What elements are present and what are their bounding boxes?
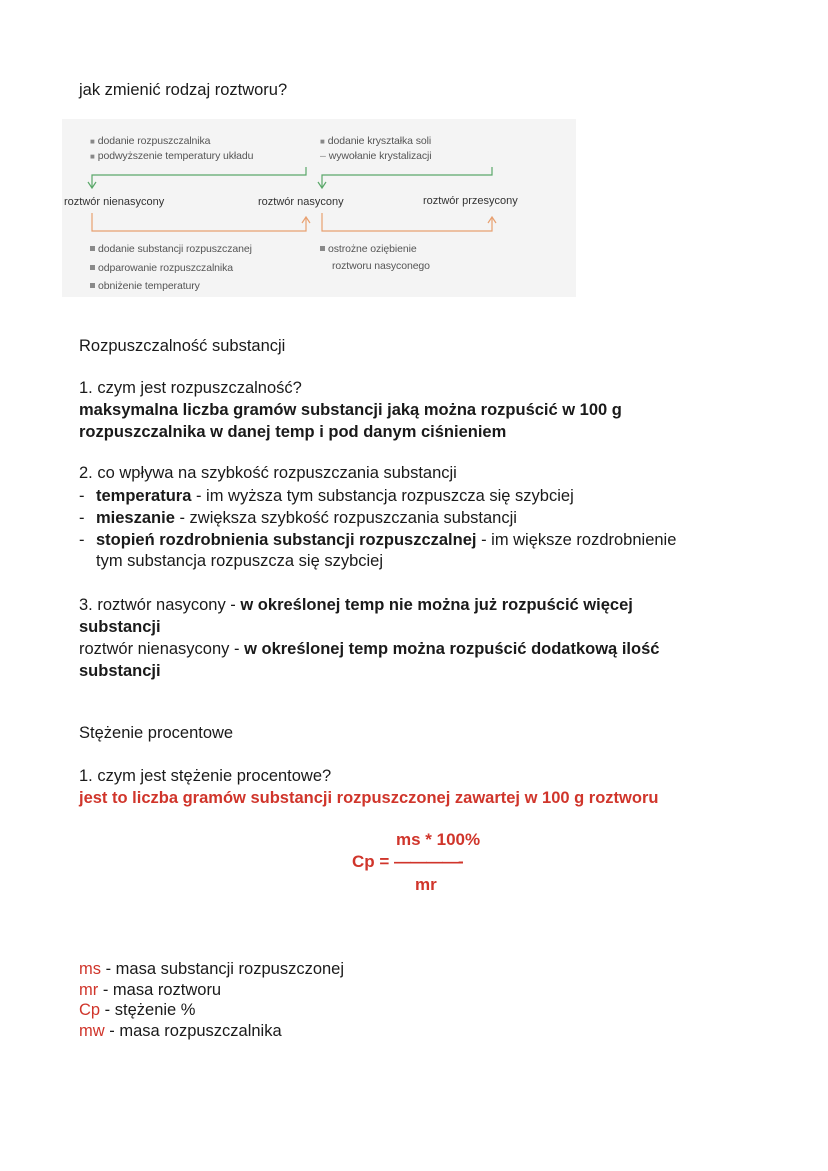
diagram-top-left-2: ■ podwyższenie temperatury układu [90,150,254,162]
formula-lhs: Cp = [352,852,395,871]
solution-type-diagram [62,119,576,297]
diagram-top-right-2: – wywołanie krystalizacji [320,150,432,162]
solubility-question-1: 1. czym jest rozpuszczalność? [79,379,302,397]
green-arrow-left [92,167,306,187]
legend-mr: mr - masa roztworu [79,981,222,999]
formula-main [352,851,463,873]
factor-mixing: - mieszanie - zwiększa szybkość rozpuszczania substancji [79,509,517,527]
formula-denominator: mr [415,875,437,894]
legend-ms: ms - masa substancji rozpuszczonej [79,960,345,978]
legend-mw: mw - masa rozpuszczalnika [79,1022,282,1040]
diagram-bottom-left-1: dodanie substancji rozpuszczanej [90,243,252,256]
diagram-top-right-1: ■ dodanie kryształka soli [320,135,432,147]
diagram-top-left-1: ■ dodanie rozpuszczalnika [90,135,211,147]
formula-fraction-bar: ————- [394,852,463,871]
state-unsaturated: roztwór nienasycony [64,196,165,208]
legend-cp: Cp - stężenie % [79,1001,196,1019]
diagram-bottom-right-2: roztworu nasyconego [332,260,430,272]
heading-change-solution: jak zmienić rodzaj roztworu? [79,81,288,99]
unsaturated-definition: roztwór nienasycony - w określonej temp można rozpuścić dodatkową ilość [79,640,660,658]
saturated-definition: 3. roztwór nasycony - w określonej temp nie można już rozpuścić więcej [79,596,633,614]
concentration-answer-1: jest to liczba gramów substancji rozpuszczonej zawartej w 100 g roztworu [79,789,659,807]
solubility-answer-1-line2: rozpuszczalnika w danej temp i pod danym ciśnieniem [79,423,507,441]
factor-fragmentation: - stopień rozdrobnienia substancji rozpuszczalnej - im większe rozdrobnienie [79,531,677,549]
factor-temperature: - temperatura - im wyższa tym substancja rozpuszcza się szybciej [79,487,574,505]
state-supersaturated: roztwór przesycony [423,195,518,207]
saturated-definition-cont: substancji [79,618,161,636]
orange-arrow-right [322,213,492,231]
diagram-bottom-right-1: ostrożne oziębienie [320,243,417,256]
concentration-question-1: 1. czym jest stężenie procentowe? [79,767,332,785]
green-arrow-right [322,167,492,187]
section-solubility-title: Rozpuszczalność substancji [79,337,286,355]
section-concentration-title: Stężenie procentowe [79,724,234,742]
solubility-question-2: 2. co wpływa na szybkość rozpuszczania substancji [79,464,457,482]
diagram-bottom-left-2: odparowanie rozpuszczalnika [90,262,233,275]
formula-numerator: ms * 100% [396,830,481,849]
factor-fragmentation-cont: tym substancja rozpuszcza się szybciej [96,552,384,570]
unsaturated-definition-cont: substancji [79,662,161,680]
solubility-answer-1-line1: maksymalna liczba gramów substancji jaką można rozpuścić w 100 g [79,401,622,419]
orange-arrow-left [92,213,306,231]
state-saturated: roztwór nasycony [258,196,344,208]
diagram-bottom-left-3: obniżenie temperatury [90,280,200,293]
